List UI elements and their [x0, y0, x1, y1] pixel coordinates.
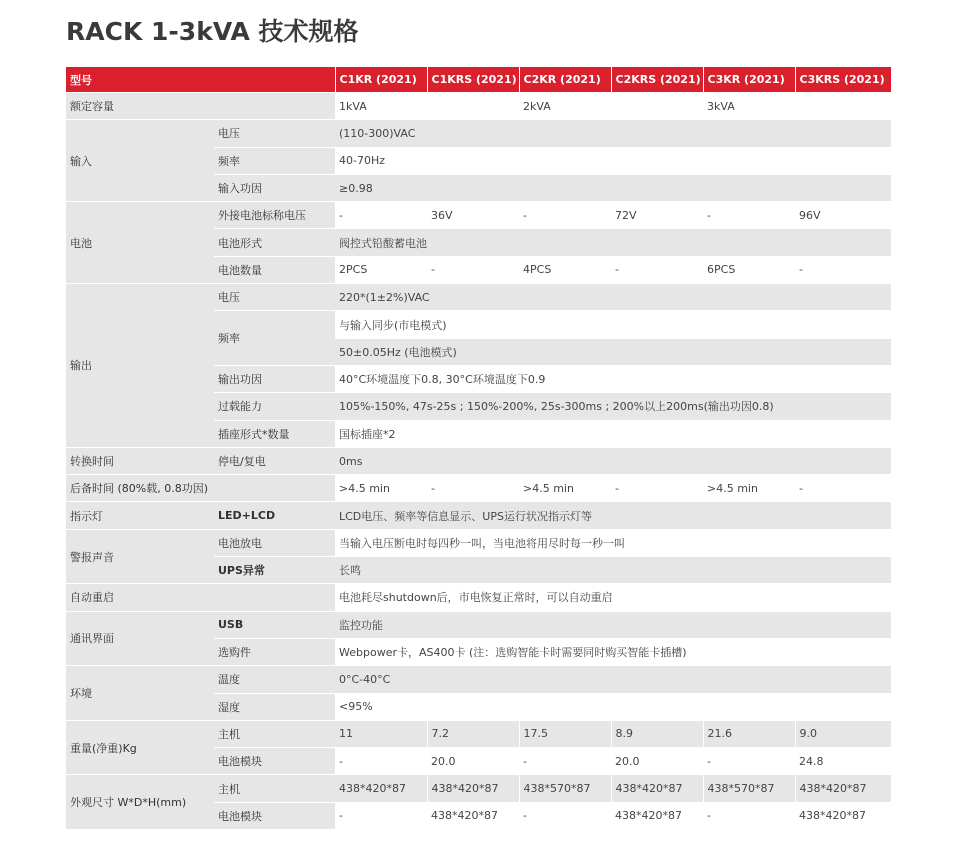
dims-main-value: 438*420*87 [427, 775, 519, 802]
row-transfer [66, 447, 891, 474]
dims-main-value: 438*570*87 [519, 775, 611, 802]
backup-value: - [427, 475, 519, 502]
alarm-fault-value: 长鸣 [335, 557, 891, 584]
row-backup [66, 475, 891, 502]
output-freq-label: 频率 [214, 311, 335, 366]
env-humid-label: 湿度 [214, 693, 335, 720]
weight-module-value: - [703, 748, 795, 775]
header-model: C3KR (2021) [703, 67, 795, 93]
comm-label: 通讯界面 [66, 611, 214, 666]
output-socket-label: 插座形式*数量 [214, 420, 335, 447]
row-input-voltage [66, 120, 891, 147]
weight-module-value: - [519, 748, 611, 775]
dims-main-label: 主机 [214, 775, 335, 802]
input-pf-value: ≥0.98 [335, 174, 891, 201]
battery-count-label: 电池数量 [214, 256, 335, 283]
output-pf-value: 40°C环境温度下0.8, 30°C环境温度下0.9 [335, 365, 891, 392]
battery-count-value: - [427, 256, 519, 283]
battery-count-value: 2PCS [335, 256, 427, 283]
input-pf-label: 输入功因 [214, 174, 335, 201]
header-model: C2KRS (2021) [611, 67, 703, 93]
output-freq-line-value: 与输入同步(市电模式) [335, 311, 891, 338]
transfer-label: 转换时间 [66, 447, 214, 474]
row-battery-voltage [66, 202, 891, 229]
battery-voltage-value: - [703, 202, 795, 229]
input-freq-value: 40-70Hz [335, 147, 891, 174]
header-model: C1KRS (2021) [427, 67, 519, 93]
alarm-discharge-label: 电池放电 [214, 529, 335, 556]
output-freq-batt-value: 50±0.05Hz (电池模式) [335, 338, 891, 365]
row-weight-main [66, 720, 891, 747]
capacity-value: 1kVA [335, 93, 519, 120]
dims-main-value: 438*570*87 [703, 775, 795, 802]
battery-voltage-label: 外接电池标称电压 [214, 202, 335, 229]
weight-module-label: 电池模块 [214, 748, 335, 775]
alarm-fault-label: UPS异常 [214, 557, 335, 584]
weight-main-value: 8.9 [611, 720, 703, 747]
restart-label: 自动重启 [66, 584, 335, 611]
indicator-sub-label: LED+LCD [214, 502, 335, 529]
weight-module-value: 24.8 [795, 748, 891, 775]
dims-module-value: - [703, 802, 795, 829]
dims-label: 外观尺寸 W*D*H(mm) [66, 775, 214, 830]
dims-main-value: 438*420*87 [795, 775, 891, 802]
dims-main-value: 438*420*87 [611, 775, 703, 802]
row-comm-usb [66, 611, 891, 638]
dims-module-value: 438*420*87 [427, 802, 519, 829]
output-pf-label: 输出功因 [214, 365, 335, 392]
header-model: C2KR (2021) [519, 67, 611, 93]
env-label: 环境 [66, 666, 214, 721]
weight-module-value: - [335, 748, 427, 775]
indicator-value: LCD电压、频率等信息显示、UPS运行状况指示灯等 [335, 502, 891, 529]
spec-table [66, 67, 891, 830]
battery-voltage-value: 96V [795, 202, 891, 229]
dims-module-label: 电池模块 [214, 802, 335, 829]
env-temp-value: 0°C-40°C [335, 666, 891, 693]
dims-module-value: - [335, 802, 427, 829]
battery-count-value: 6PCS [703, 256, 795, 283]
capacity-label: 额定容量 [66, 93, 335, 120]
row-indicator [66, 502, 891, 529]
env-temp-label: 温度 [214, 666, 335, 693]
battery-voltage-value: 36V [427, 202, 519, 229]
comm-usb-value: 监控功能 [335, 611, 891, 638]
output-label: 输出 [66, 284, 214, 448]
row-dims-main [66, 775, 891, 802]
battery-voltage-value: - [519, 202, 611, 229]
backup-value: - [795, 475, 891, 502]
output-socket-value: 国标插座*2 [335, 420, 891, 447]
alarm-discharge-value: 当输入电压断电时每四秒一叫，当电池将用尽时每一秒一叫 [335, 529, 891, 556]
backup-value: >4.5 min [519, 475, 611, 502]
battery-voltage-value: - [335, 202, 427, 229]
capacity-value: 3kVA [703, 93, 891, 120]
battery-label: 电池 [66, 202, 214, 284]
output-voltage-value: 220*(1±2%)VAC [335, 284, 891, 311]
comm-option-label: 选购件 [214, 638, 335, 665]
dims-module-value: 438*420*87 [611, 802, 703, 829]
backup-value: >4.5 min [335, 475, 427, 502]
dims-module-value: - [519, 802, 611, 829]
weight-main-value: 9.0 [795, 720, 891, 747]
header-row [66, 67, 891, 93]
backup-label: 后备时间 (80%载, 0.8功因) [66, 475, 335, 502]
battery-count-value: 4PCS [519, 256, 611, 283]
backup-value: >4.5 min [703, 475, 795, 502]
capacity-value: 2kVA [519, 93, 703, 120]
weight-module-value: 20.0 [611, 748, 703, 775]
dims-main-value: 438*420*87 [335, 775, 427, 802]
backup-value: - [611, 475, 703, 502]
row-capacity [66, 93, 891, 120]
page-title: RACK 1-3kVA 技术规格 [66, 17, 359, 46]
input-label: 输入 [66, 120, 214, 202]
env-humid-value: <95% [335, 693, 891, 720]
input-voltage-label: 电压 [214, 120, 335, 147]
output-overload-value: 105%-150%, 47s-25s ; 150%-200%, 25s-300ms ; 200%以上200ms(输出功因0.8) [335, 393, 891, 420]
battery-count-value: - [611, 256, 703, 283]
indicator-label: 指示灯 [66, 502, 214, 529]
row-restart [66, 584, 891, 611]
input-voltage-value: (110-300)VAC [335, 120, 891, 147]
weight-label: 重量(净重)Kg [66, 720, 214, 775]
battery-type-label: 电池形式 [214, 229, 335, 256]
battery-count-value: - [795, 256, 891, 283]
restart-value: 电池耗尽shutdown后，市电恢复正常时，可以自动重启 [335, 584, 891, 611]
row-alarm-discharge [66, 529, 891, 556]
weight-main-value: 21.6 [703, 720, 795, 747]
output-overload-label: 过载能力 [214, 393, 335, 420]
comm-usb-label: USB [214, 611, 335, 638]
alarm-label: 警报声音 [66, 529, 214, 584]
transfer-value: 0ms [335, 447, 891, 474]
row-output-voltage [66, 284, 891, 311]
battery-type-value: 阀控式铅酸蓄电池 [335, 229, 891, 256]
header-model-label: 型号 [66, 67, 335, 93]
battery-voltage-value: 72V [611, 202, 703, 229]
weight-main-value: 17.5 [519, 720, 611, 747]
weight-module-value: 20.0 [427, 748, 519, 775]
weight-main-value: 11 [335, 720, 427, 747]
weight-main-value: 7.2 [427, 720, 519, 747]
row-env-temp [66, 666, 891, 693]
output-voltage-label: 电压 [214, 284, 335, 311]
header-model: C1KR (2021) [335, 67, 427, 93]
input-freq-label: 频率 [214, 147, 335, 174]
transfer-sub-label: 停电/复电 [214, 447, 335, 474]
weight-main-label: 主机 [214, 720, 335, 747]
comm-option-value: Webpower卡，AS400卡 (注：选购智能卡时需要同时购买智能卡插槽) [335, 638, 891, 665]
dims-module-value: 438*420*87 [795, 802, 891, 829]
header-model: C3KRS (2021) [795, 67, 891, 93]
